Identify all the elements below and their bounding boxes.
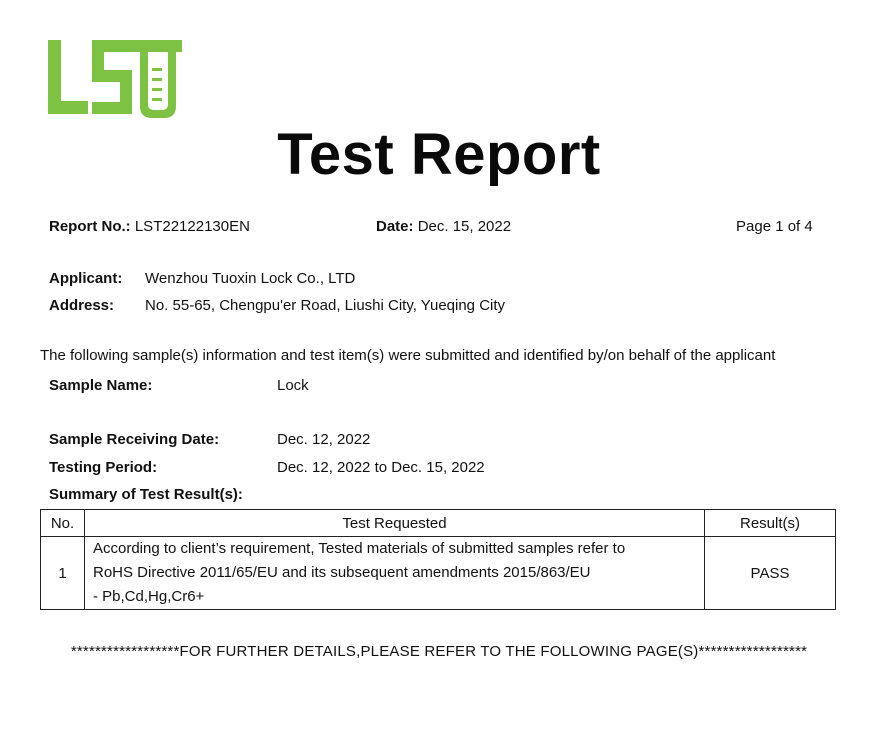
row-test-requested — [85, 537, 705, 610]
row-number: 1 — [41, 537, 85, 610]
address-value: No. 55-65, Chengpu'er Road, Liushi City, Yueqing City — [145, 297, 506, 314]
report-number — [49, 218, 250, 236]
row-result: PASS — [705, 537, 836, 610]
testing-period-value: Dec. 12, 2022 to Dec. 15, 2022 — [277, 459, 485, 476]
intro-text: The following sample(s) information and test item(s) were submitted and identified by/on behalf of the applicant — [40, 347, 776, 364]
report-number-value: LST22122130EN — [134, 218, 250, 235]
report-number-label: Report No.: — [49, 218, 131, 235]
summary-label: Summary of Test Result(s): — [49, 486, 243, 503]
company-logo — [48, 38, 182, 118]
table-row — [41, 537, 836, 610]
footer-note: ******************FOR FURTHER DETAILS,PLEASE REFER TO THE FOLLOWING PAGE(S)****************** — [70, 643, 808, 660]
column-header-result: Result(s) — [705, 510, 836, 537]
summary-table — [40, 509, 836, 610]
sample-name-value: Lock — [277, 377, 309, 394]
sample-name-label: Sample Name: — [49, 377, 153, 394]
testing-period-label: Testing Period: — [49, 459, 158, 476]
applicant-label: Applicant: — [49, 270, 123, 287]
test-line-2: RoHS Directive 2011/65/EU and its subsequent amendments 2015/863/EU — [93, 564, 591, 581]
report-title: Test Report — [277, 122, 601, 187]
receiving-date-value: Dec. 12, 2022 — [277, 431, 371, 448]
table-header-row — [41, 510, 836, 537]
receiving-date-label: Sample Receiving Date: — [49, 431, 220, 448]
test-line-1: According to client’s requirement, Tested materials of submitted samples refer to — [93, 540, 626, 557]
column-header-test: Test Requested — [85, 510, 705, 537]
page-indicator: Page 1 of 4 — [736, 218, 813, 235]
report-date-value: Dec. 15, 2022 — [417, 218, 512, 235]
column-header-no: No. — [41, 510, 85, 537]
report-date — [376, 218, 511, 236]
address-label: Address: — [49, 297, 115, 314]
applicant-value: Wenzhou Tuoxin Lock Co., LTD — [145, 270, 356, 287]
report-date-label: Date: — [376, 218, 414, 235]
test-line-3: - Pb,Cd,Hg,Cr6+ — [93, 588, 205, 605]
